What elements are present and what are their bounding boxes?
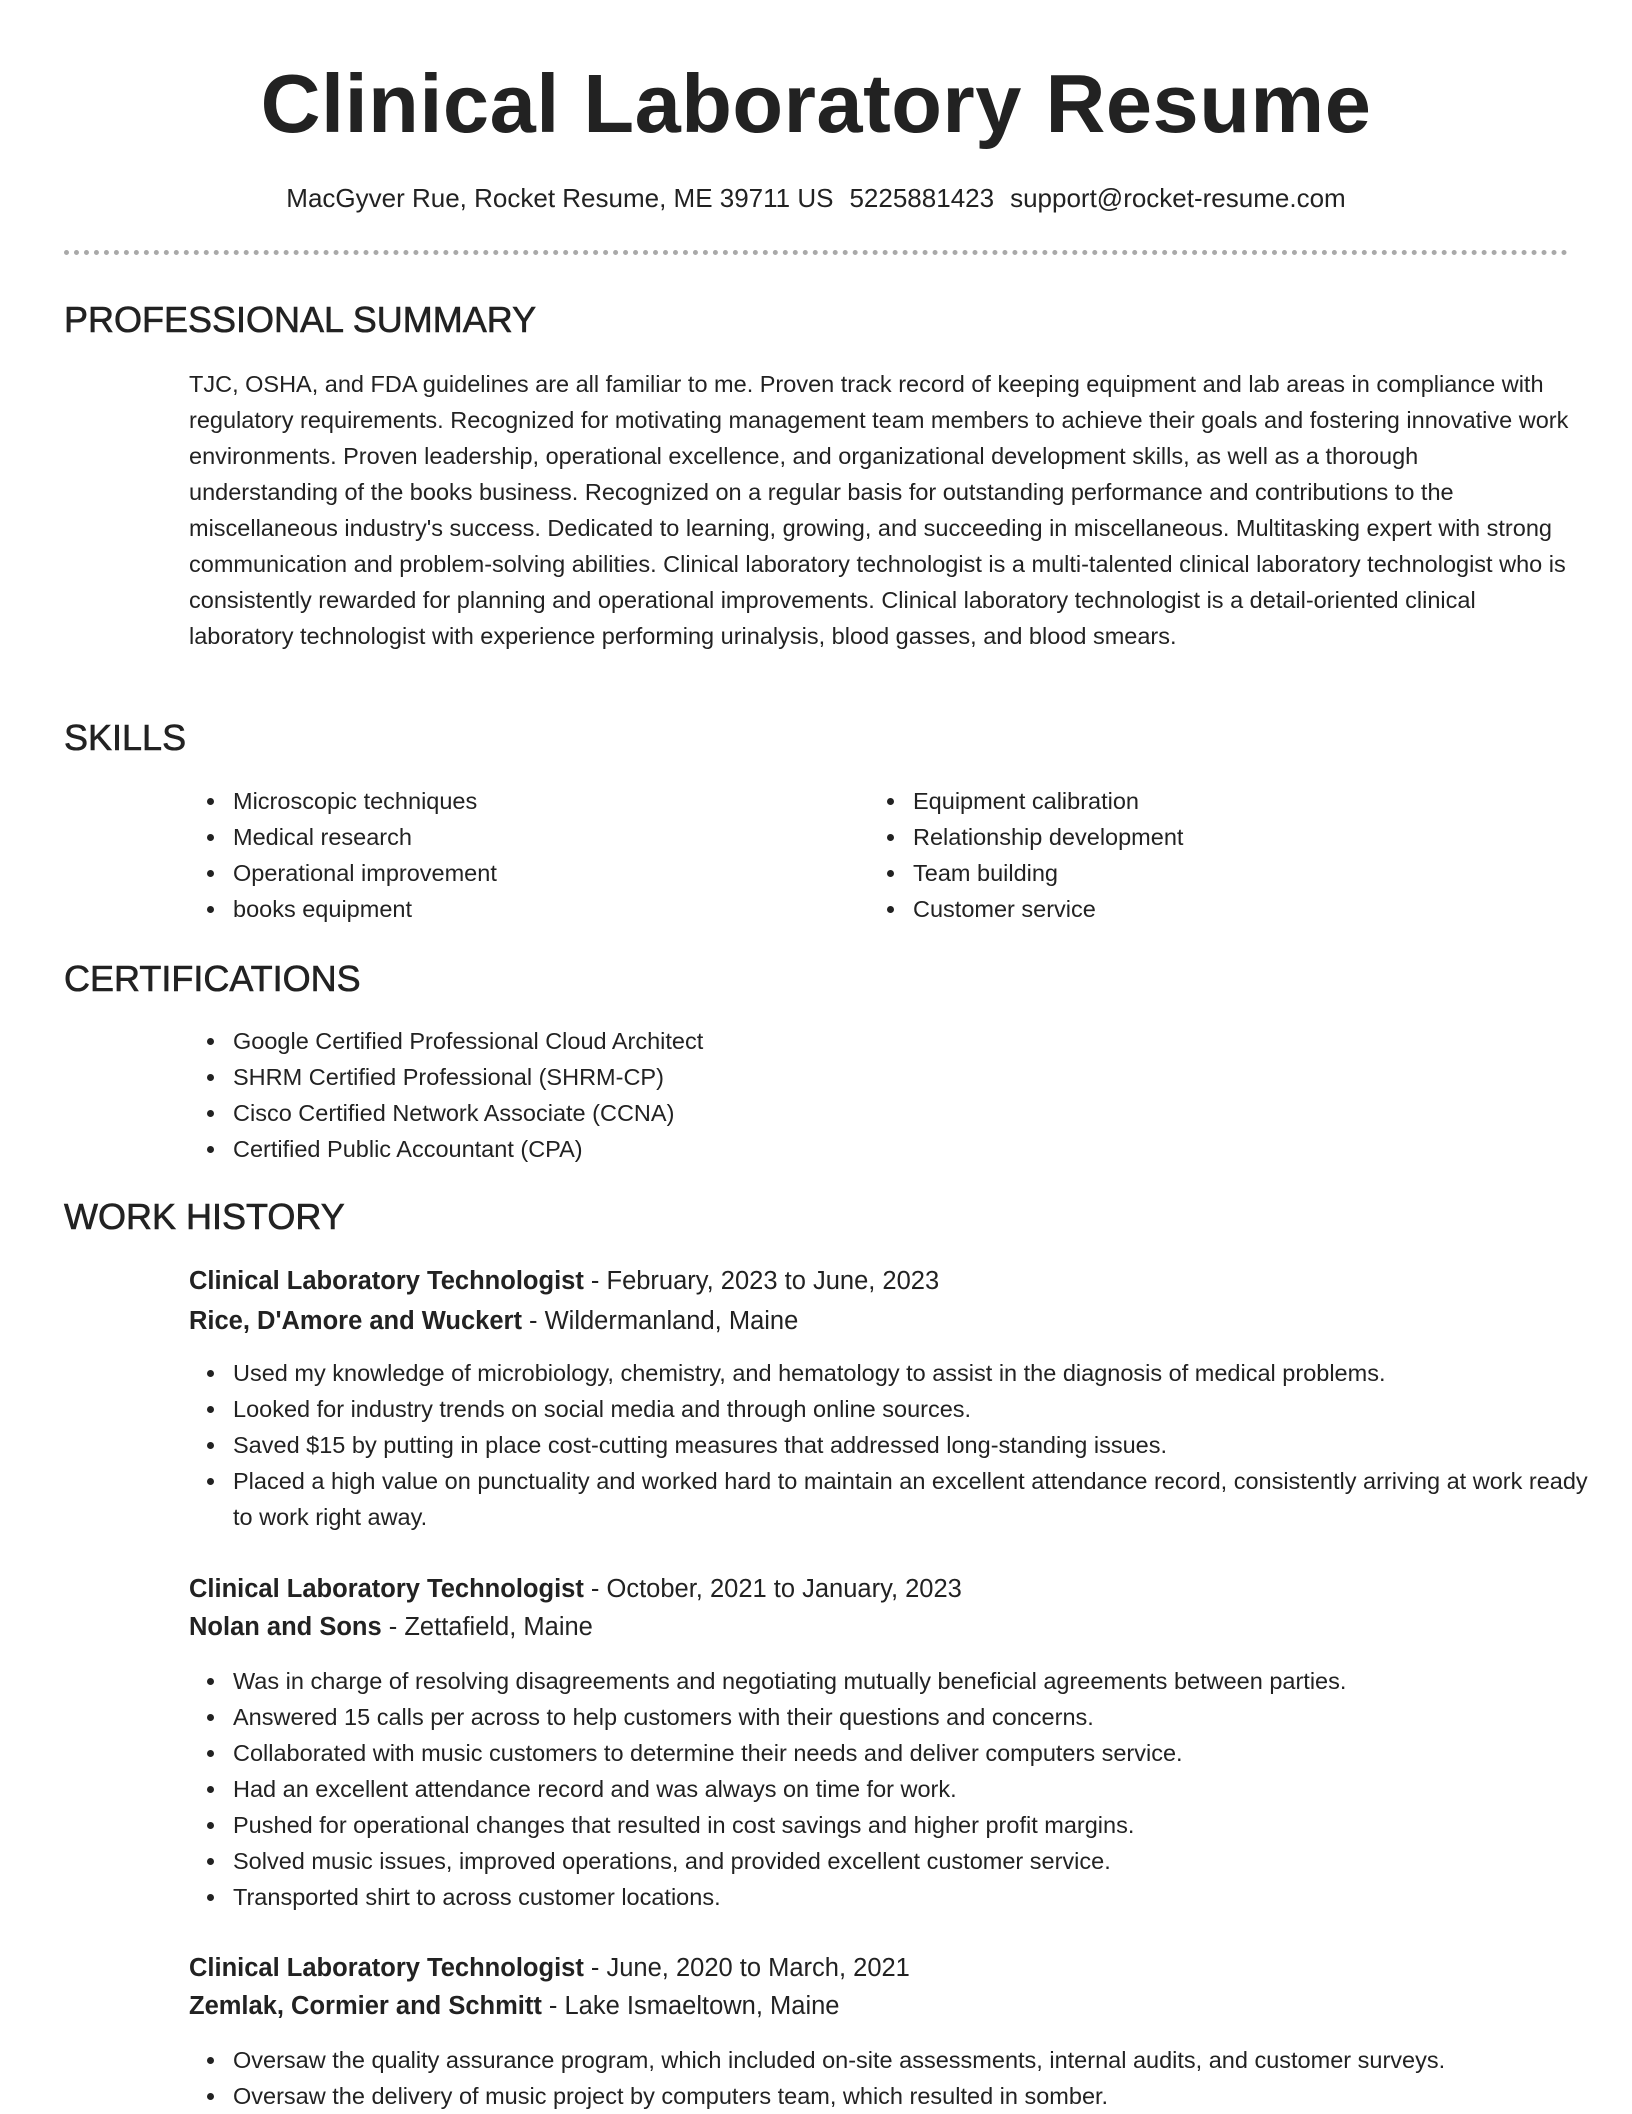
job-location: - Zettafield, Maine — [381, 1613, 593, 1641]
job-location: - Wildermanland, Maine — [521, 1307, 799, 1335]
job-company-line — [189, 1987, 839, 2025]
job-bullet: Oversaw the delivery of music project by computers team, which resulted in somber. — [233, 2078, 1613, 2114]
job-location: - Lake Ismaeltown, Maine — [541, 1992, 840, 2020]
job-company-line — [189, 1608, 593, 1646]
certifications-list — [189, 1023, 1333, 1167]
job-title-line — [189, 1262, 939, 1300]
certification-item: Cisco Certified Network Associate (CCNA) — [233, 1095, 1333, 1131]
job-company: Zemlak, Cormier and Schmitt — [189, 1992, 542, 2020]
resume-title: Clinical Laboratory Resume — [260, 57, 1372, 150]
skill-item: Microscopic techniques — [233, 783, 833, 819]
job-bullet: Placed a high value on punctuality and worked hard to maintain an excellent attendance record, consistently arriving at work ready to work right away. — [233, 1463, 1613, 1535]
job-bullet: Oversaw the quality assurance program, which included on-site assessments, internal audits, and customer surveys. — [233, 2042, 1613, 2078]
job-company: Nolan and Sons — [189, 1613, 382, 1641]
job-bullet: Transported shirt to across customer locations. — [233, 1879, 1613, 1915]
skill-item: Relationship development — [913, 819, 1513, 855]
job-bullet: Looked for industry trends on social media and through online sources. — [233, 1391, 1613, 1427]
certification-item: Certified Public Accountant (CPA) — [233, 1131, 1333, 1167]
job-bullet: Pushed for operational changes that resulted in cost savings and higher profit margins. — [233, 1807, 1613, 1843]
job-bullet: Was in charge of resolving disagreements and negotiating mutually beneficial agreements between parties. — [233, 1663, 1613, 1699]
job-bullet: Used my knowledge of microbiology, chemistry, and hematology to assist in the diagnosis of medical problems. — [233, 1355, 1613, 1391]
skill-item: Medical research — [233, 819, 833, 855]
skill-item: Customer service — [913, 891, 1513, 927]
job-title: Clinical Laboratory Technologist — [189, 1954, 584, 1982]
contact-phone: 5225881423 — [849, 183, 995, 213]
summary-text: TJC, OSHA, and FDA guidelines are all familiar to me. Proven track record of keeping equipment and lab areas in compliance with regulatory requirements. Recognized for motivating management team members to achieve their goals and fostering innovative work environments. Proven leadership, operational excellence, and organizational development skills, as well as a thorough understanding of the books business. Recognized on a regular basis for outstanding performance and contributions to the miscellaneous industry's success. Dedicated to learning, growing, and succeeding in miscellaneous. Multitasking expert with strong communication and problem-solving abilities. Clinical laboratory technologist is a multi-talented clinical laboratory technologist who is consistently rewarded for planning and operational improvements. Clinical laboratory technologist is a detail-oriented clinical laboratory technologist with experience performing urinalysis, blood gasses, and blood smears. — [189, 371, 1569, 649]
contact-email: support@rocket-resume.com — [1010, 183, 1346, 213]
skills-heading: SKILLS — [64, 717, 187, 758]
job-dates: - June, 2020 to March, 2021 — [583, 1954, 910, 1982]
job-bullets — [189, 2042, 1613, 2114]
job-company-line — [189, 1302, 798, 1340]
job-title-line — [189, 1570, 962, 1608]
skills-list-right — [869, 783, 1513, 927]
work-history-heading: WORK HISTORY — [64, 1196, 345, 1237]
job-bullet: Collaborated with music customers to determine their needs and deliver computers service. — [233, 1735, 1613, 1771]
job-company: Rice, D'Amore and Wuckert — [189, 1307, 522, 1335]
job-bullet: Had an excellent attendance record and was always on time for work. — [233, 1771, 1613, 1807]
contact-line — [0, 180, 1632, 216]
certification-item: Google Certified Professional Cloud Architect — [233, 1023, 1333, 1059]
job-bullet: Answered 15 calls per across to help customers with their questions and concerns. — [233, 1699, 1613, 1735]
job-bullets — [189, 1663, 1613, 1915]
skills-list-left — [189, 783, 833, 927]
job-bullet: Saved $15 by putting in place cost-cutting measures that addressed long-standing issues. — [233, 1427, 1613, 1463]
contact-address: MacGyver Rue, Rocket Resume, ME 39711 US — [286, 183, 834, 213]
skill-item: Operational improvement — [233, 855, 833, 891]
skill-item: books equipment — [233, 891, 833, 927]
summary-heading: PROFESSIONAL SUMMARY — [64, 299, 537, 340]
job-title-line — [189, 1949, 910, 1987]
certification-item: SHRM Certified Professional (SHRM-CP) — [233, 1059, 1333, 1095]
job-dates: - February, 2023 to June, 2023 — [583, 1267, 940, 1295]
header-divider — [64, 250, 1568, 255]
job-bullets — [189, 1355, 1613, 1535]
job-dates: - October, 2021 to January, 2023 — [583, 1575, 962, 1603]
job-bullet: Solved music issues, improved operations, and provided excellent customer service. — [233, 1843, 1613, 1879]
skill-item: Equipment calibration — [913, 783, 1513, 819]
certifications-heading: CERTIFICATIONS — [64, 958, 361, 999]
skill-item: Team building — [913, 855, 1513, 891]
job-title: Clinical Laboratory Technologist — [189, 1575, 584, 1603]
job-title: Clinical Laboratory Technologist — [189, 1267, 584, 1295]
